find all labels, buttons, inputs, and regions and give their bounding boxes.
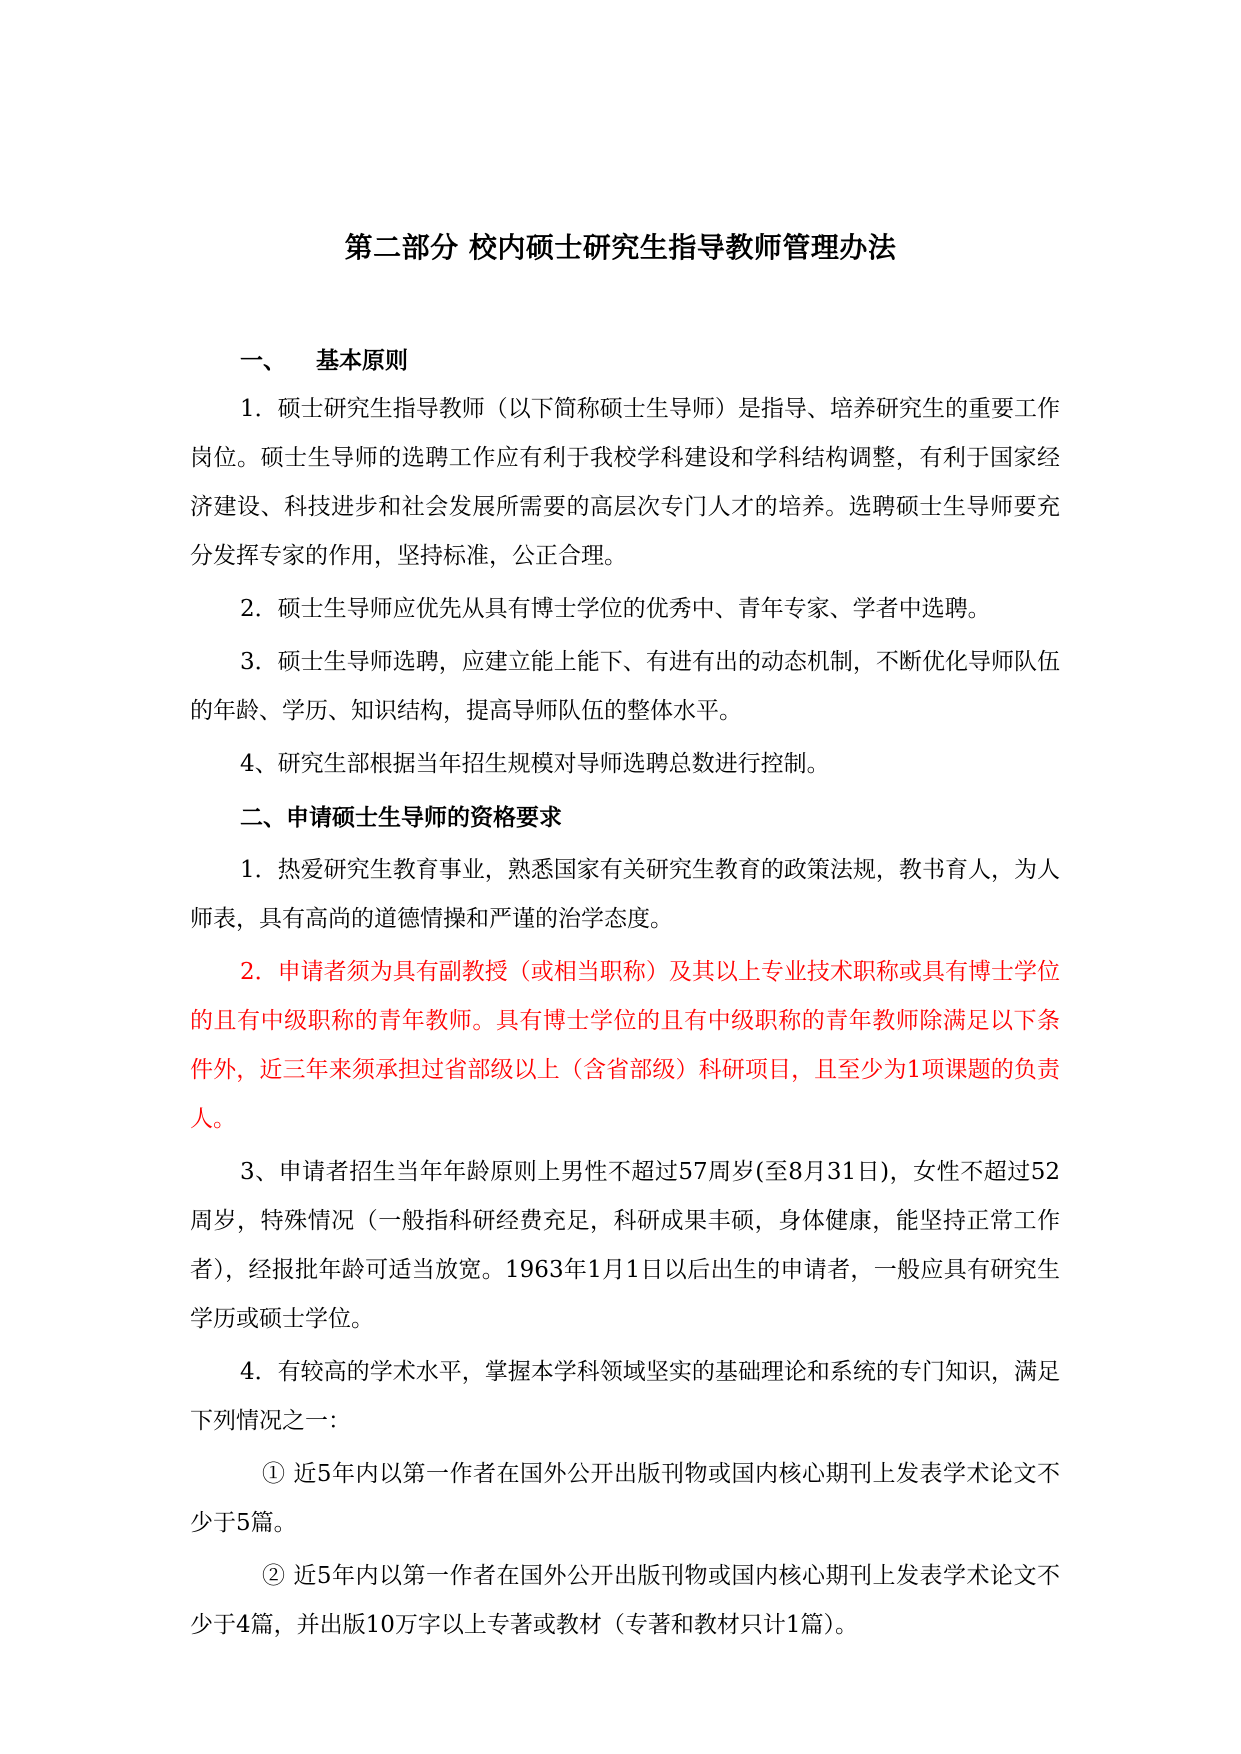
document-title: 第二部分 校内硕士研究生指导教师管理办法 — [344, 231, 897, 264]
section-1-paragraph-3: 3．硕士生导师选聘，应建立能上能下、有进有出的动态机制，不断优化导师队伍的年龄、学历、知识结构，提高导师队伍的整体水平。 — [190, 649, 1060, 724]
section-1-number: 一、 — [240, 347, 286, 374]
section-1-heading — [190, 336, 1060, 385]
document-body — [190, 336, 1060, 1650]
section-1-title: 基本原则 — [316, 347, 408, 374]
section-1-paragraph-4: 4、研究生部根据当年招生规模对导师选聘总数进行控制。 — [240, 751, 830, 777]
section-2-paragraph-1: 1．热爱研究生教育事业，熟悉国家有关研究生教育的政策法规，教书育人，为人师表，具有高尚的道德情操和严谨的治学态度。 — [190, 857, 1060, 932]
section-2-paragraph-2-highlighted: 2．申请者须为具有副教授（或相当职称）及其以上专业技术职称或具有博士学位的且有中级职称的青年教师。具有博士学位的且有中级职称的青年教师除满足以下条件外，近三年来须承担过省部级以上（含省部级）科研项目，且至少为1项课题的负责人。 — [190, 959, 1060, 1132]
section-1-paragraph-1: 1．硕士研究生指导教师（以下简称硕士生导师）是指导、培养研究生的重要工作岗位。硕士生导师的选聘工作应有利于我校学科建设和学科结构调整，有利于国家经济建设、科技进步和社会发展所需要的高层次专门人才的培养。选聘硕士生导师要充分发挥专家的作用，坚持标准，公正合理。 — [190, 396, 1060, 569]
section-2-list-item-1: ① 近5年内以第一作者在国外公开出版刊物或国内核心期刊上发表学术论文不少于5篇。 — [190, 1461, 1060, 1536]
section-2-list-item-2: ② 近5年内以第一作者在国外公开出版刊物或国内核心期刊上发表学术论文不少于4篇，并出版10万字以上专著或教材（专著和教材只计1篇）。 — [190, 1563, 1060, 1638]
section-2-heading: 二、申请硕士生导师的资格要求 — [240, 804, 562, 831]
section-2-paragraph-3: 3、申请者招生当年年龄原则上男性不超过57周岁(至8月31日)，女性不超过52周岁，特殊情况（一般指科研经费充足，科研成果丰硕，身体健康，能坚持正常工作者），经报批年龄可适当放宽。1963年1月1日以后出生的申请者，一般应具有研究生学历或硕士学位。 — [190, 1159, 1060, 1332]
section-1-paragraph-2: 2．硕士生导师应优先从具有博士学位的优秀中、青年专家、学者中选聘。 — [240, 596, 991, 622]
section-2-paragraph-4: 4．有较高的学术水平，掌握本学科领域坚实的基础理论和系统的专门知识，满足下列情况之一： — [190, 1359, 1060, 1434]
